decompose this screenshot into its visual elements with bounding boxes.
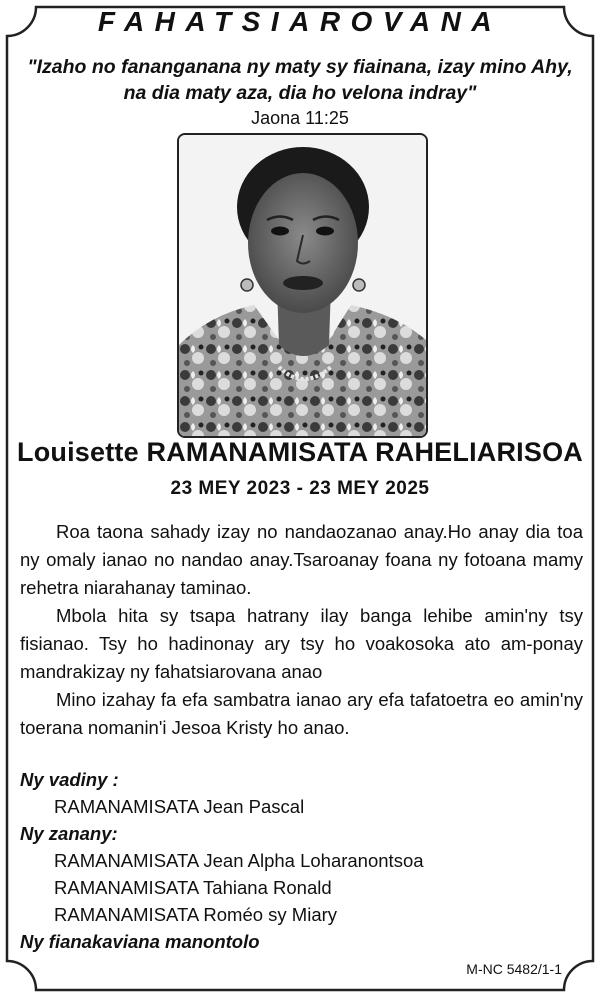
relatives-label: Ny fianakaviana manontolo bbox=[20, 931, 260, 952]
bible-quote bbox=[20, 54, 580, 106]
message-paragraph-2: Mbola hita sy tsapa hatrany ilay banga lehibe amin'ny tsy fisianao. Tsy ho hadinonay ary tsy ho voakosoka ato am-ponay mandrakizay ny fahatsiarovana anao bbox=[20, 605, 583, 682]
quote-line-1: "Izaho no fananganana ny maty sy fiainana, izay mino Ahy, bbox=[27, 56, 573, 78]
spouse-name: RAMANAMISATA Jean Pascal bbox=[54, 796, 305, 817]
message-paragraph-1: Roa taona sahady izay no nandaozanao anay.Ho anay dia toa ny omaly ianao no nandao anay.Tsaroanay foana ny fotoana mamy rehetra niarahanay taminao. bbox=[20, 521, 583, 598]
child-name: RAMANAMISATA Jean Alpha Loharanontsoa bbox=[54, 850, 424, 871]
notice-reference: M-NC 5482/1-1 bbox=[466, 961, 562, 977]
child-name: RAMANAMISATA Roméo sy Miary bbox=[54, 904, 338, 925]
children-label: Ny zanany: bbox=[20, 823, 118, 844]
deceased-name: Louisette RAMANAMISATA RAHELIARISOA bbox=[17, 437, 583, 467]
portrait-image bbox=[179, 135, 426, 436]
memorial-message bbox=[20, 518, 583, 742]
child-name: RAMANAMISATA Tahiana Ronald bbox=[54, 877, 332, 898]
spouse-label: Ny vadiny : bbox=[20, 769, 119, 790]
memorial-dates: 23 MEY 2023 - 23 MEY 2025 bbox=[170, 478, 430, 499]
verse-reference: Jaona 11:25 bbox=[251, 108, 349, 128]
message-paragraph-3: Mino izahay fa efa sambatra ianao ary efa tafatoetra eo amin'ny toerana nomanin'i Jesoa Kristy ho anao. bbox=[20, 689, 583, 738]
family-list bbox=[20, 766, 424, 955]
portrait-photo bbox=[177, 133, 428, 438]
notice-title: FAHATSIAROVANA bbox=[97, 6, 503, 37]
quote-line-2: na dia maty aza, dia ho velona indray" bbox=[123, 82, 477, 104]
